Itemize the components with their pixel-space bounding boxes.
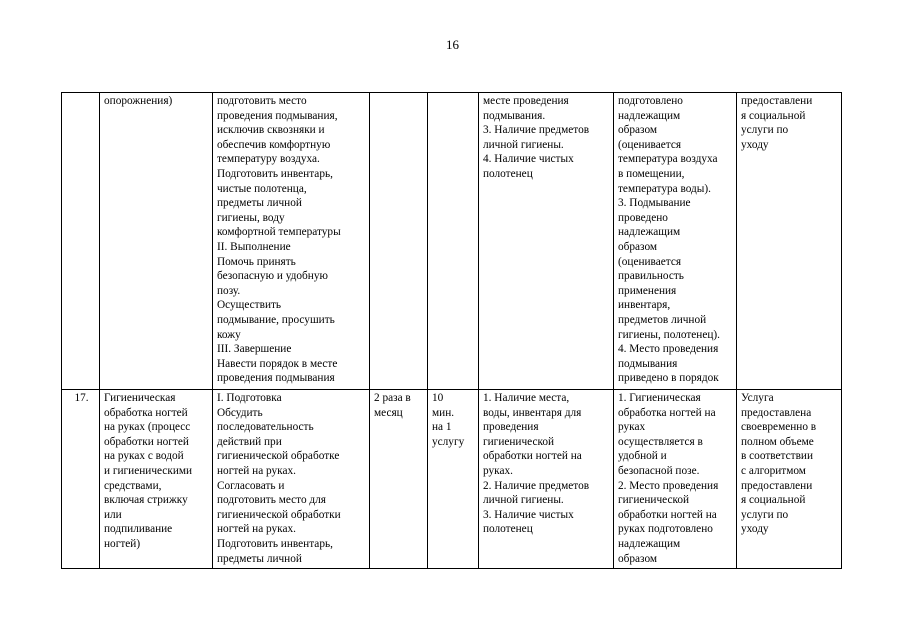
cell-text-line: на руках (процесс [104,421,191,434]
cell-text-line: в соответствии [741,450,813,463]
cell-text-line: Обсудить [217,406,263,419]
cell-text-line: образом [618,552,658,565]
cell-text-line: с алгоритмом [741,464,806,477]
cell-text-line: проведения подмывания [217,372,335,385]
cell-text-line: температуру воздуха. [217,153,320,166]
cell-text-line: 4. Место проведения [618,343,719,356]
cell-text-line: (оценивается [618,255,682,268]
table-row [62,390,842,569]
cell-text-line: температура воды). [618,182,711,195]
cell-text-line: гигиенической обработке [217,450,340,463]
cell-text-line: гигиенической [483,435,555,448]
cell-text-line: подпиливание [104,523,173,536]
cell-text-line: ногтей на руках. [217,464,296,477]
cell-text-line: на 1 [432,421,452,434]
cell-text-line: опорожнения) [104,95,173,107]
cell-text-line: обработки ногтей на [618,508,717,521]
cell-text-line: или [104,508,122,521]
cell-text-line: чистые полотенца, [217,182,307,195]
cell-text-line: подготовлено [618,95,683,107]
cell-text-line: проведено [618,211,668,224]
service-table [61,92,842,569]
cell-text-line: я социальной [741,109,806,122]
cell-text-line: 2. Место проведения [618,479,719,492]
cell-text-line: образом [618,240,658,253]
cell-text-line: проведения [483,421,539,434]
cell-text-line: III. Завершение [217,343,292,356]
cell-text-line: комфортной температуры [217,226,341,239]
cell-text-line: подмывания [618,357,678,370]
cell-text-line: обработка ногтей [104,406,188,419]
cell-text-line: своевременно в [741,421,817,434]
frequency-cell [370,390,428,569]
cell-text-line: обеспечив комфортную [217,138,331,151]
conditions-cell [479,93,614,390]
cell-text-line: предметы личной [217,197,302,210]
cell-text-line: подготовить место для [217,494,326,507]
conditions-cell [479,390,614,569]
cell-text-line: руках. [483,464,513,477]
cell-text-line: обработки ногтей [104,435,189,448]
cell-text-line: гигиены, полотенец). [618,328,720,341]
cell-text-line: позу. [217,284,241,297]
cell-text-line: ногтей) [104,537,141,550]
service-content-cell [213,93,370,390]
cell-text-line: личной гигиены. [483,494,564,507]
cell-text-line: удобной и [618,450,667,463]
cell-text-line: руках [618,421,646,434]
cell-text-line: надлежащим [618,109,681,122]
service-name-cell [100,93,213,390]
table-body [62,93,842,569]
cell-text-line: личной гигиены. [483,138,564,151]
service-content-cell [213,390,370,569]
cell-text-line: и гигиеническими [104,464,193,477]
cell-text-line: Помочь принять [217,255,296,268]
cell-text-line: месяц [374,406,403,419]
cell-text-line: средствами, [104,479,162,492]
cell-text-line: (оценивается [618,138,682,151]
cell-text-line: Осуществить [217,299,282,312]
cell-text-line: гигиенической обработки [217,508,341,521]
service-name-cell [100,390,213,569]
cell-text-line: полотенец [483,523,533,536]
page-number: 16 [446,37,459,52]
cell-text-line: 2. Наличие предметов [483,479,590,492]
cell-text-line: 4. Наличие чистых [483,153,574,166]
duration-cell [428,93,479,390]
cell-text-line: руках подготовлено [618,523,713,536]
cell-text-line: 3. Наличие чистых [483,508,574,521]
result-cell [737,390,842,569]
cell-text-line: осуществляется в [618,435,703,448]
result-cell [737,93,842,390]
cell-text-line: воды, инвентаря для [483,406,582,419]
cell-text-line: 1. Гигиеническая [618,392,701,404]
cell-text-line: услуги по [741,124,789,137]
cell-text-line: 1. Наличие места, [483,392,570,404]
cell-text-line: 2 раза в [374,392,411,404]
row-number-cell [62,93,100,390]
cell-text-line: безопасную и удобную [217,270,328,283]
cell-text-line: я социальной [741,494,806,507]
cell-text-line: предоставлени [741,479,813,492]
cell-text-line: обработки ногтей на [483,450,582,463]
cell-text-line: безопасной позе. [618,464,700,477]
cell-text-line: надлежащим [618,537,681,550]
cell-text-line: исключив сквозняки и [217,124,325,137]
duration-cell [428,390,479,569]
cell-text-line: уходу [741,138,769,151]
quality-indicators-cell [614,93,737,390]
cell-text-line: подмывание, просушить [217,313,335,326]
cell-text-line: полотенец [483,167,533,180]
cell-text-line: подготовить место [217,95,307,107]
cell-text-line: ногтей на руках. [217,523,296,536]
cell-text-line: Навести порядок в месте [217,357,338,370]
cell-text-line: предоставлени [741,95,813,107]
cell-text-line: 3. Подмывание [618,197,691,210]
cell-text-line: в помещении, [618,167,685,180]
cell-text-line: услугу [432,435,465,448]
cell-text-line: инвентаря, [618,299,671,312]
cell-text-line: на руках с водой [104,450,184,463]
frequency-cell [370,93,428,390]
cell-text-line: уходу [741,523,769,536]
cell-text-line: кожу [217,328,241,341]
cell-text-line: услуги по [741,508,789,521]
cell-text-line: I. Подготовка [217,392,282,404]
cell-text-line: включая стрижку [104,494,188,507]
cell-text-line: последовательность [217,421,314,434]
cell-text-line: Гигиеническая [104,392,176,404]
cell-text-line: месте проведения [483,95,569,107]
cell-text-line: применения [618,284,677,297]
cell-text-line: мин. [432,406,455,419]
cell-text-line: надлежащим [618,226,681,239]
cell-text-line: Согласовать и [217,479,285,492]
cell-text-line: образом [618,124,658,137]
cell-text-line: обработка ногтей на [618,406,716,419]
cell-text-line: полном объеме [741,435,814,448]
cell-text-line: предметы личной [217,552,302,565]
cell-text-line: Подготовить инвентарь, [217,537,333,550]
cell-text-line: 3. Наличие предметов [483,124,590,137]
cell-text-line: действий при [217,435,282,448]
cell-text-line: Услуга [741,392,774,404]
cell-text-line: Подготовить инвентарь, [217,167,333,180]
cell-text-line: II. Выполнение [217,240,291,253]
cell-text-line: температура воздуха [618,153,718,166]
cell-text-line: 10 [432,392,444,404]
cell-text-line: гигиены, воду [217,211,285,224]
row-number-cell: 17. [62,390,100,569]
quality-indicators-cell [614,390,737,569]
cell-text-line: правильность [618,270,684,283]
table-row [62,93,842,390]
cell-text-line: подмывания. [483,109,546,122]
cell-text-line: приведено в порядок [618,372,719,385]
cell-text-line: предметов личной [618,313,707,326]
cell-text-line: проведения подмывания, [217,109,338,122]
cell-text-line: предоставлена [741,406,812,419]
cell-text-line: гигиенической [618,494,690,507]
